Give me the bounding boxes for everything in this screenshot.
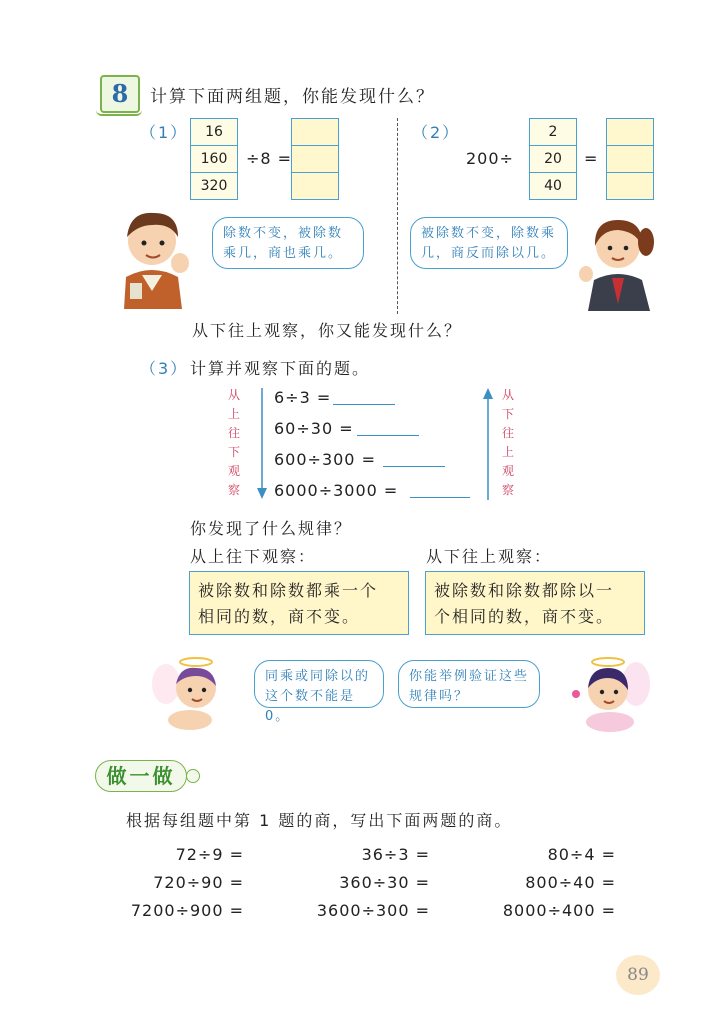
divisor-cell: 20: [530, 146, 576, 173]
practice-problem: 80÷4 =: [547, 845, 616, 864]
answer-blank[interactable]: [357, 435, 419, 436]
down-arrow-icon: [256, 388, 268, 504]
practice-problem: 8000÷400 =: [502, 901, 616, 920]
part2-divisor-box: [529, 118, 577, 200]
dividend-cell: 160: [191, 146, 237, 173]
equation-row: 600÷300 =: [274, 450, 376, 469]
boy-speech-bubble: 除数不变，被除数乘几，商也乘几。: [212, 217, 364, 269]
divisor-cell: 40: [530, 173, 576, 199]
angel-left-illustration: [150, 654, 226, 732]
part1-operator: ÷8 =: [246, 149, 293, 168]
dividend-cell: 16: [191, 119, 237, 146]
equation-row: 6÷3 =: [274, 388, 332, 407]
answer-cell[interactable]: [292, 119, 338, 146]
answer-cell[interactable]: [607, 173, 653, 199]
answer-blank[interactable]: [333, 404, 395, 405]
bottom-up-heading: 从下往上观察：: [426, 547, 553, 566]
part2-label: （2）: [412, 123, 461, 142]
part1-answer-box: [291, 118, 339, 200]
rule-line: 被除数和除数都乘一个: [198, 581, 379, 600]
answer-blank[interactable]: [410, 497, 470, 498]
divisor-cell: 2: [530, 119, 576, 146]
practice-problem: 3600÷300 =: [316, 901, 430, 920]
badge-ribbon: [96, 108, 142, 116]
answer-blank[interactable]: [383, 466, 445, 467]
bottom-up-vertical-label: 从 下 往 上 观 察: [501, 388, 514, 497]
part2-prefix: 200÷: [466, 149, 514, 168]
girl-illustration: [578, 212, 660, 312]
top-down-vertical-label: 从 上 往 下 观 察: [227, 388, 240, 497]
part2-equals: =: [584, 149, 599, 168]
top-down-rule-box: [189, 571, 409, 635]
up-arrow-icon: [482, 388, 494, 504]
practice-problem: 800÷40 =: [525, 873, 616, 892]
angel-left-speech-bubble: 同乘或同除以的这个数不能是0。: [254, 660, 384, 708]
practice-problem: 360÷30 =: [339, 873, 430, 892]
equation-row: 6000÷3000 =: [274, 481, 399, 500]
part1-label: （1）: [140, 123, 189, 142]
angel-right-illustration: [570, 654, 654, 734]
practice-problem: 36÷3 =: [361, 845, 430, 864]
part3-instruction: 计算并观察下面的题。: [190, 359, 371, 378]
angel-right-speech-bubble: 你能举例验证这些规律吗？: [398, 660, 540, 708]
part3-label: （3）: [140, 359, 189, 378]
equation-row: 60÷30 =: [274, 419, 354, 438]
rule-line: 个相同的数，商不变。: [434, 607, 615, 626]
dividend-cell: 320: [191, 173, 237, 199]
answer-cell[interactable]: [292, 173, 338, 199]
boy-illustration: [112, 205, 194, 310]
practice-problem: 720÷90 =: [153, 873, 244, 892]
prompt-bottom-up: 从下往上观察，你又能发现什么？: [192, 321, 463, 340]
part1-dividend-box: [190, 118, 238, 200]
practice-problem: 72÷9 =: [175, 845, 244, 864]
answer-cell[interactable]: [607, 119, 653, 146]
top-down-heading: 从上往下观察：: [190, 547, 317, 566]
part2-answer-box: [606, 118, 654, 200]
bottom-up-rule-box: [425, 571, 645, 635]
example-question: 计算下面两组题，你能发现什么？: [150, 87, 435, 107]
practice-title: 做一做: [95, 760, 187, 792]
rules-question: 你发现了什么规律？: [190, 519, 353, 538]
girl-speech-bubble: 被除数不变，除数乘几，商反而除以几。: [410, 217, 568, 269]
answer-cell[interactable]: [607, 146, 653, 173]
dashed-divider: [397, 118, 398, 314]
answer-cell[interactable]: [292, 146, 338, 173]
page-number: 89: [616, 955, 660, 995]
practice-problem: 7200÷900 =: [130, 901, 244, 920]
practice-title-tail: [186, 769, 200, 783]
rule-line: 被除数和除数都除以一: [434, 581, 615, 600]
practice-instruction: 根据每组题中第 1 题的商，写出下面两题的商。: [126, 811, 513, 830]
rule-line: 相同的数，商不变。: [198, 607, 361, 626]
example-number-badge: 8: [100, 75, 140, 113]
